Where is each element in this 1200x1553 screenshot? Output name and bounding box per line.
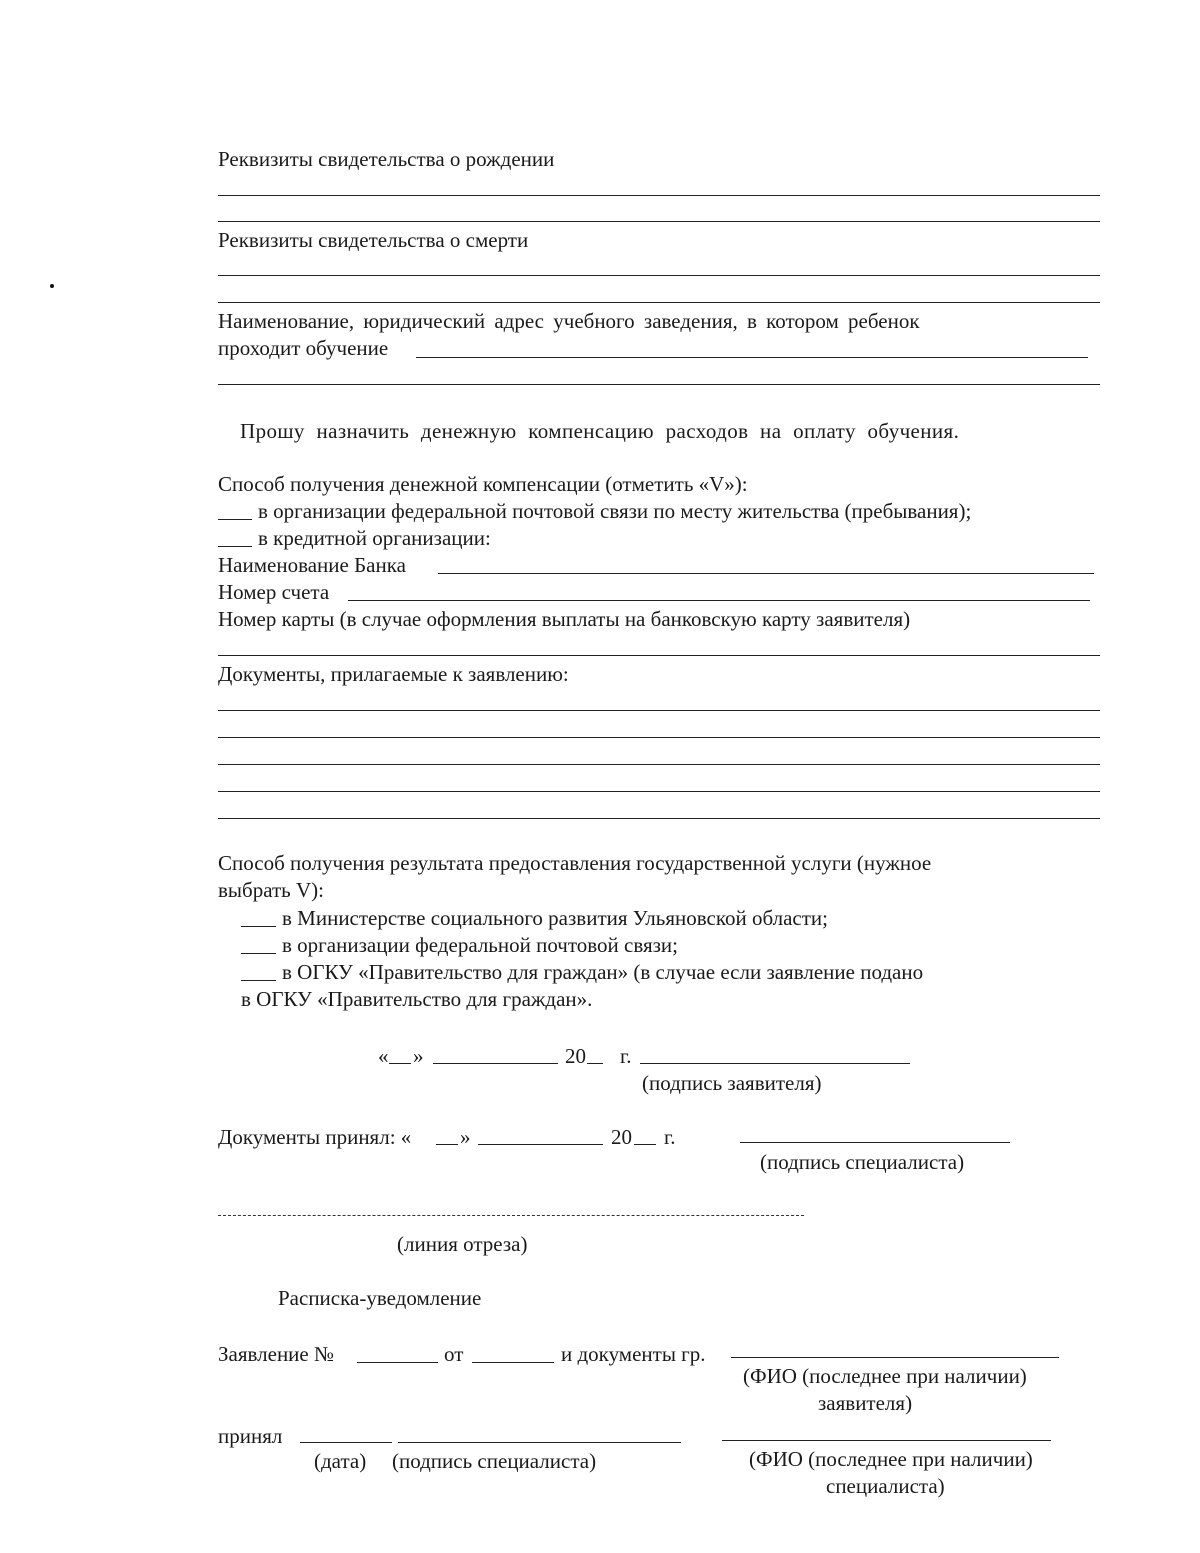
- receipt-date-caption: (дата): [314, 1449, 367, 1473]
- death-certificate-field-line-2[interactable]: [218, 302, 1100, 303]
- result-method-heading-line1: Способ получения результата предоставления государственной услуги (нужное: [218, 851, 932, 875]
- scan-dot: [50, 284, 54, 288]
- documents-field-line-4[interactable]: [218, 791, 1100, 792]
- card-number-field[interactable]: [218, 655, 1100, 656]
- account-number-label: Номер счета: [218, 580, 330, 604]
- receipt-specialist-signature-field[interactable]: [398, 1442, 681, 1443]
- bank-name-label: Наименование Банка: [218, 553, 406, 577]
- applicant-year-prefix: 20: [565, 1044, 586, 1068]
- death-certificate-field-line-1[interactable]: [218, 275, 1100, 276]
- accepted-signature-field[interactable]: [740, 1142, 1010, 1143]
- result-option-ogku-line2: в ОГКУ «Правительство для граждан».: [241, 987, 593, 1011]
- receipt-date-field[interactable]: [300, 1442, 392, 1443]
- cut-line: [218, 1215, 804, 1216]
- school-field-line-1[interactable]: [416, 357, 1088, 358]
- result-option-post: в организации федеральной почтовой связи;: [282, 933, 679, 957]
- result-option-ministry: в Министерстве социального развития Ульяновской области;: [282, 906, 828, 930]
- birth-certificate-field-line-1[interactable]: [218, 195, 1100, 196]
- accepted-year-suffix: г.: [664, 1125, 676, 1149]
- school-label-line2: проходит обучение: [218, 336, 389, 360]
- receipt-accepted-label: принял: [218, 1424, 283, 1448]
- documents-field-line-3[interactable]: [218, 764, 1100, 765]
- receipt-applicant-caption-line2: заявителя): [818, 1391, 913, 1415]
- payment-method-heading: Способ получения денежной компенсации (отметить «V»):: [218, 472, 748, 496]
- accepted-label: Документы принял: «: [218, 1125, 412, 1149]
- payment-post-checkbox[interactable]: [218, 519, 252, 520]
- documents-heading: Документы, прилагаемые к заявлению:: [218, 662, 569, 686]
- receipt-from-date-field[interactable]: [472, 1362, 554, 1363]
- account-number-field[interactable]: [348, 600, 1090, 601]
- school-field-line-2[interactable]: [218, 384, 1100, 385]
- accepted-day-field[interactable]: [436, 1144, 458, 1145]
- request-text: Прошу назначить денежную компенсацию расходов на оплату обучения.: [240, 419, 960, 443]
- documents-field-line-5[interactable]: [218, 818, 1100, 819]
- receipt-application-label: Заявление №: [218, 1342, 335, 1366]
- result-option-ogku-line1: в ОГКУ «Правительство для граждан» (в случае если заявление подано: [282, 960, 924, 984]
- cut-line-caption: (линия отреза): [397, 1232, 528, 1256]
- receipt-specialist-signature-caption: (подпись специалиста): [392, 1449, 597, 1473]
- receipt-specialist-name-field[interactable]: [722, 1440, 1051, 1441]
- applicant-signature-caption: (подпись заявителя): [642, 1071, 822, 1095]
- receipt-application-number-field[interactable]: [357, 1362, 438, 1363]
- accepted-month-field[interactable]: [478, 1144, 603, 1145]
- applicant-date-quote-open: «: [378, 1044, 389, 1068]
- applicant-day-field[interactable]: [389, 1063, 411, 1064]
- birth-certificate-label: Реквизиты свидетельства о рождении: [218, 147, 555, 171]
- receipt-applicant-name-field[interactable]: [731, 1357, 1059, 1358]
- accepted-quote-close: »: [460, 1125, 471, 1149]
- receipt-docs-label: и документы гр.: [561, 1342, 706, 1366]
- accepted-year-prefix: 20: [611, 1125, 632, 1149]
- applicant-signature-field[interactable]: [640, 1063, 910, 1064]
- accepted-signature-caption: (подпись специалиста): [760, 1150, 965, 1174]
- documents-field-line-2[interactable]: [218, 737, 1100, 738]
- school-label-line1: Наименование, юридический адрес учебного заведения, в котором ребенок: [218, 309, 920, 333]
- result-ministry-checkbox[interactable]: [241, 926, 276, 927]
- applicant-month-field[interactable]: [433, 1063, 558, 1064]
- card-number-label: Номер карты (в случае оформления выплаты на банковскую карту заявителя): [218, 607, 911, 631]
- accepted-year-field[interactable]: [634, 1144, 656, 1145]
- result-ogku-checkbox[interactable]: [241, 980, 276, 981]
- receipt-from-label: от: [444, 1342, 464, 1366]
- birth-certificate-field-line-2[interactable]: [218, 221, 1100, 222]
- payment-bank-checkbox[interactable]: [218, 546, 252, 547]
- payment-option-post: в организации федеральной почтовой связи по месту жительства (пребывания);: [258, 499, 972, 523]
- death-certificate-label: Реквизиты свидетельства о смерти: [218, 228, 529, 252]
- documents-field-line-1[interactable]: [218, 710, 1100, 711]
- applicant-year-suffix: г.: [620, 1044, 632, 1068]
- result-method-heading-line2: выбрать V):: [218, 878, 324, 902]
- payment-option-bank: в кредитной организации:: [258, 526, 491, 550]
- bank-name-field[interactable]: [438, 573, 1094, 574]
- applicant-date-quote-close: »: [413, 1044, 424, 1068]
- receipt-applicant-caption-line1: (ФИО (последнее при наличии): [743, 1364, 1027, 1388]
- applicant-year-field[interactable]: [587, 1063, 603, 1064]
- receipt-specialist-caption-line1: (ФИО (последнее при наличии): [749, 1447, 1033, 1471]
- result-post-checkbox[interactable]: [241, 953, 276, 954]
- receipt-specialist-caption-line2: специалиста): [826, 1474, 945, 1498]
- receipt-title: Расписка-уведомление: [278, 1286, 482, 1310]
